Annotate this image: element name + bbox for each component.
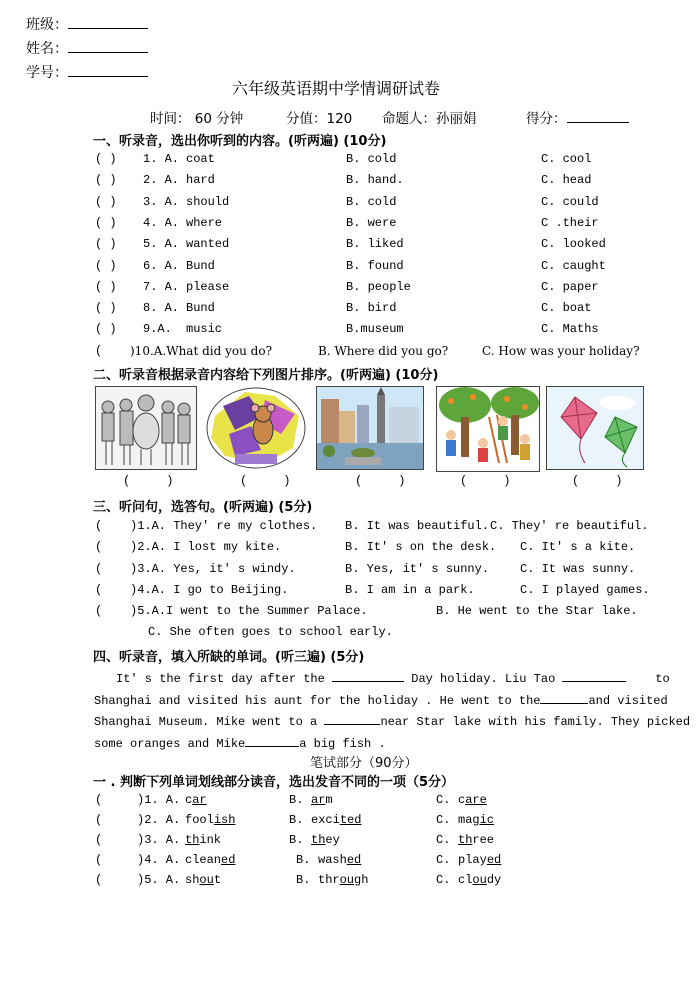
word-part: gh bbox=[354, 873, 369, 887]
option-a: where bbox=[186, 215, 223, 230]
answer-bracket[interactable]: ( bbox=[95, 604, 103, 619]
blank-1[interactable] bbox=[332, 668, 404, 682]
option-c-letter: C. bbox=[436, 813, 451, 827]
option-b: B. It was beautiful. bbox=[345, 519, 490, 533]
question-number: 9.A. bbox=[143, 322, 172, 337]
question-number: 3. A. bbox=[143, 194, 180, 209]
option-b: B. I am in a park. bbox=[345, 582, 475, 597]
word-part: t bbox=[213, 873, 222, 887]
option-c-word bbox=[458, 813, 494, 827]
option-c-letter: C. bbox=[436, 833, 451, 847]
answer-bracket[interactable]: ( bbox=[95, 793, 103, 807]
option-b-word bbox=[311, 793, 333, 807]
kites-picture bbox=[546, 386, 644, 470]
word-part: c bbox=[185, 793, 193, 807]
word-part: ink bbox=[199, 833, 222, 847]
option-b-word bbox=[318, 853, 361, 867]
answer-bracket[interactable]: ( ) bbox=[95, 173, 117, 188]
word-part: fool bbox=[185, 813, 214, 827]
word-part: dy bbox=[486, 873, 502, 887]
option-c: C. Maths bbox=[541, 322, 599, 337]
option-b: B. He went to the Star lake. bbox=[436, 604, 638, 619]
underlined-letters: ou bbox=[199, 873, 214, 887]
option-b: B. cold bbox=[346, 194, 397, 209]
underlined-letters: ou bbox=[339, 873, 355, 887]
option-a-word bbox=[185, 833, 221, 847]
word-part: c bbox=[458, 793, 466, 807]
exam-author: 命题人：孙丽娟 bbox=[382, 111, 477, 127]
option-b: B. were bbox=[346, 215, 397, 230]
order-blank-4[interactable]: ( ) bbox=[460, 474, 511, 488]
option-c: C. paper bbox=[541, 279, 599, 294]
answer-bracket[interactable]: ( bbox=[95, 833, 103, 847]
option-c: C. I played games. bbox=[520, 582, 650, 597]
option-c-word bbox=[458, 873, 501, 887]
option-c: C. She often goes to school early. bbox=[148, 625, 393, 639]
word-part: thr bbox=[318, 873, 340, 887]
underlined-letters: th bbox=[311, 833, 326, 847]
student-id-field: 学号： bbox=[26, 62, 148, 82]
class-field: 班级： bbox=[26, 14, 148, 34]
underlined-letters: ar bbox=[192, 793, 207, 807]
answer-bracket[interactable]: ( ) bbox=[95, 258, 117, 273]
option-b: B. cold bbox=[346, 152, 397, 166]
option-a-word bbox=[185, 873, 221, 887]
blank-5[interactable] bbox=[245, 733, 299, 747]
section-3-title: 三、听问句，选答句。(听两遍) (5分) bbox=[93, 500, 313, 515]
option-c: C. head bbox=[541, 173, 592, 188]
question-number: )2. A. bbox=[137, 813, 181, 827]
option-a-word bbox=[185, 793, 207, 807]
answer-bracket[interactable]: ( ) bbox=[95, 152, 117, 166]
word-part: ree bbox=[472, 833, 495, 847]
exam-time: 时间： 60 分钟 bbox=[150, 111, 244, 127]
option-a: )3.A. Yes, it' s windy. bbox=[130, 561, 296, 576]
option-b-letter: B. bbox=[289, 793, 304, 807]
option-c: C. could bbox=[541, 194, 599, 209]
answer-bracket[interactable]: ( bbox=[95, 561, 103, 576]
option-b: B.museum bbox=[346, 322, 404, 337]
underlined-letters: ar bbox=[311, 793, 326, 807]
passage-line-4: some oranges and Mike a big fish . bbox=[94, 733, 386, 751]
underlined-letters: th bbox=[185, 833, 200, 847]
answer-bracket[interactable]: ( ) bbox=[95, 279, 117, 294]
answer-bracket[interactable]: ( bbox=[95, 540, 103, 555]
option-b: B. people bbox=[346, 279, 411, 294]
question-row: ( bbox=[95, 344, 103, 358]
section-1-title: 一、听录音，选出你听到的内容。(听两遍) (10分) bbox=[93, 134, 387, 149]
underlined-letters: ish bbox=[213, 813, 236, 827]
option-c-letter: C. bbox=[436, 873, 451, 887]
word-part: play bbox=[458, 853, 487, 867]
page-title: 六年级英语期中学情调研试卷 bbox=[232, 79, 441, 98]
option-b: B. It' s on the desk. bbox=[345, 540, 497, 555]
option-b-letter: B. bbox=[296, 853, 311, 867]
option-a: should bbox=[186, 194, 230, 209]
option-b-word bbox=[311, 833, 340, 847]
option-a: coat bbox=[186, 152, 215, 166]
underlined-letters: are bbox=[465, 793, 487, 807]
answer-bracket[interactable]: ( bbox=[95, 813, 103, 827]
question-number: )3. A. bbox=[137, 833, 181, 847]
option-a: Bund bbox=[186, 258, 215, 273]
answer-bracket[interactable]: ( ) bbox=[95, 322, 117, 337]
option-c: C. looked bbox=[541, 237, 606, 252]
blank-2[interactable] bbox=[562, 668, 626, 682]
mouse-picture bbox=[205, 386, 307, 470]
option-b-word bbox=[318, 873, 368, 887]
score-field: 得分： bbox=[526, 107, 629, 127]
option-b: B. hand. bbox=[346, 173, 404, 188]
section-4-title: 四、听录音，填入所缺的单词。(听三遍) (5分) bbox=[93, 650, 365, 665]
option-c: C. boat bbox=[541, 301, 592, 316]
option-a: please bbox=[186, 279, 230, 294]
word-part: cl bbox=[458, 873, 473, 887]
option-c-letter: C. bbox=[436, 793, 451, 807]
option-c-letter: C. bbox=[436, 853, 451, 867]
order-blank-3[interactable]: ( ) bbox=[355, 474, 406, 488]
passage-line-2: Shanghai and visited his aunt for the holiday . He went to the and visited bbox=[94, 690, 668, 708]
question-number: 5. A. bbox=[143, 237, 180, 252]
question-number: )4. A. bbox=[137, 853, 181, 867]
order-blank-5[interactable]: ( ) bbox=[572, 474, 623, 488]
passage-line-3: Shanghai Museum. Mike went to a near Star lake with his family. They picked bbox=[94, 711, 690, 729]
section-2-title: 二、听录音根据录音内容给下列图片排序。(听两遍) (10分) bbox=[93, 368, 439, 383]
option-b: B. liked bbox=[346, 237, 404, 252]
option-a: wanted bbox=[186, 237, 230, 252]
option-c-word bbox=[458, 793, 487, 807]
name-field: 姓名： bbox=[26, 38, 148, 58]
picking-fruit-picture bbox=[436, 386, 540, 472]
answer-bracket[interactable]: ( ) bbox=[95, 237, 117, 252]
option-a: )4.A. I go to Beijing. bbox=[130, 582, 289, 597]
blank-4[interactable] bbox=[324, 711, 380, 725]
option-a: hard bbox=[186, 173, 215, 188]
section-5-title: 一 . 判断下列单词划线部分读音，选出发音不同的一项（5分） bbox=[93, 775, 455, 790]
option-a: )5.A.I went to the Summer Palace. bbox=[130, 604, 368, 619]
option-b: B. found bbox=[346, 258, 404, 273]
question-number: 2. A. bbox=[143, 173, 180, 188]
word-part: ey bbox=[325, 833, 340, 847]
option-a: music bbox=[186, 322, 223, 337]
exam-score: 分值：120 bbox=[286, 111, 353, 127]
question-number: 1. A. bbox=[143, 152, 180, 166]
order-blank-1[interactable]: ( ) bbox=[123, 474, 174, 488]
option-a: )10.A.What did you do? bbox=[130, 344, 273, 358]
word-part: ma bbox=[458, 813, 473, 827]
underlined-letters: ed bbox=[346, 853, 362, 867]
answer-bracket[interactable]: ( ) bbox=[95, 194, 117, 209]
option-a: Bund bbox=[186, 301, 215, 316]
option-c: C. How was your holiday? bbox=[482, 344, 640, 358]
blank-3[interactable] bbox=[540, 690, 588, 704]
underlined-letters: ed bbox=[486, 853, 502, 867]
passage-line-1: It' s the first day after the Day holiday. Liu Tao to bbox=[116, 668, 670, 686]
option-c: C. They' re beautiful. bbox=[490, 519, 649, 533]
option-a: )1.A. They' re my clothes. bbox=[130, 519, 318, 533]
option-b: B. bird bbox=[346, 301, 397, 316]
option-c: C. cool bbox=[541, 152, 592, 166]
answer-bracket[interactable]: ( bbox=[95, 582, 103, 597]
option-a: )2.A. I lost my kite. bbox=[130, 540, 282, 555]
option-b-letter: B. bbox=[289, 833, 304, 847]
underlined-letters: gic bbox=[472, 813, 495, 827]
option-a-word bbox=[185, 853, 235, 867]
option-c: C. It was sunny. bbox=[520, 561, 636, 576]
word-part: wash bbox=[318, 853, 347, 867]
underlined-letters: ou bbox=[472, 873, 487, 887]
word-part: clean bbox=[185, 853, 222, 867]
option-b: B. Where did you go? bbox=[318, 344, 449, 358]
option-b-word bbox=[311, 813, 361, 827]
word-part: m bbox=[325, 793, 333, 807]
question-number: 6. A. bbox=[143, 258, 180, 273]
city-picture bbox=[316, 386, 424, 470]
people-picture bbox=[95, 386, 197, 470]
option-c: C. It' s a kite. bbox=[520, 540, 636, 555]
answer-bracket[interactable]: ( ) bbox=[95, 215, 117, 230]
answer-bracket[interactable]: ( bbox=[95, 873, 103, 887]
option-b-letter: B. bbox=[296, 873, 311, 887]
underlined-letters: th bbox=[458, 833, 473, 847]
option-c: C .their bbox=[541, 215, 599, 230]
question-number: )1. A. bbox=[137, 793, 181, 807]
question-number: 4. A. bbox=[143, 215, 180, 230]
answer-bracket[interactable]: ( ) bbox=[95, 301, 117, 316]
order-blank-2[interactable]: ( ) bbox=[240, 474, 291, 488]
answer-bracket[interactable]: ( bbox=[95, 853, 103, 867]
option-a-word bbox=[185, 813, 235, 827]
option-c-word bbox=[458, 833, 494, 847]
question-number: )5. A. bbox=[137, 873, 181, 887]
word-part: sh bbox=[185, 873, 200, 887]
underlined-letters: ted bbox=[339, 813, 362, 827]
question-number: 7. A. bbox=[143, 279, 180, 294]
question-number: 8. A. bbox=[143, 301, 180, 316]
option-c-word bbox=[458, 853, 501, 867]
underlined-letters: ed bbox=[221, 853, 236, 867]
option-b-letter: B. bbox=[289, 813, 304, 827]
option-b: B. Yes, it' s sunny. bbox=[345, 561, 490, 576]
written-part-title: 笔试部分（90分） bbox=[310, 756, 418, 771]
option-c: C. caught bbox=[541, 258, 606, 273]
word-part: exci bbox=[311, 813, 340, 827]
answer-bracket[interactable]: ( bbox=[95, 519, 103, 533]
